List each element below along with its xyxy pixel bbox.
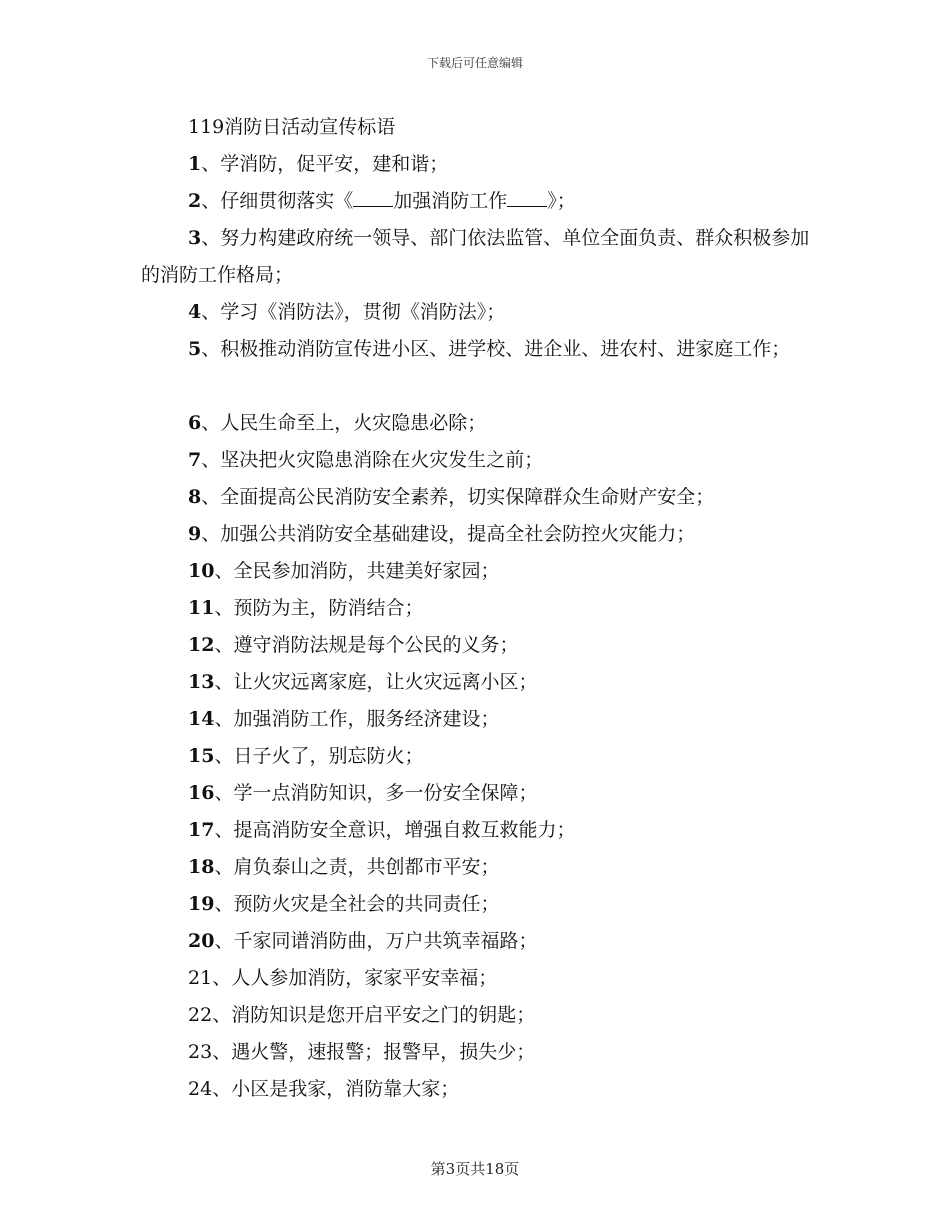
item-number: 14	[188, 708, 215, 730]
slogan-item-14	[141, 701, 821, 738]
item-number: 23	[188, 1041, 213, 1063]
slogan-item-18	[141, 849, 821, 886]
slogan-item-10	[141, 553, 821, 590]
item-number: 22	[188, 1004, 213, 1026]
slogan-item-13	[141, 664, 821, 701]
item-text: 、千家同谱消防曲，万户共筑幸福路；	[214, 930, 538, 952]
item-number: 20	[188, 930, 215, 952]
item-text: 、预防火灾是全社会的共同责任；	[214, 893, 500, 915]
item-text: 、坚决把火灾隐患消除在火灾发生之前；	[201, 449, 544, 471]
item-number: 9	[188, 523, 202, 545]
item-number: 4	[188, 301, 202, 323]
slogan-item-2	[141, 183, 821, 220]
item-number: 6	[188, 412, 202, 434]
item-text: 、积极推动消防宣传进小区、进学校、进企业、进农村、进家庭工作；	[201, 338, 791, 360]
slogan-item-6	[141, 405, 821, 442]
slogan-item-15	[141, 738, 821, 775]
document-title: 119消防日活动宣传标语	[188, 116, 396, 138]
slogan-item-4	[141, 294, 821, 331]
slogan-item-21	[141, 960, 821, 997]
slogan-item-16	[141, 775, 821, 812]
slogan-item-23	[141, 1034, 821, 1071]
slogan-item-19	[141, 886, 821, 923]
item-number: 1	[188, 153, 202, 175]
slogan-item-1	[141, 146, 821, 183]
item-text: 、全面提高公民消防安全素养，切实保障群众生命财产安全；	[201, 486, 715, 508]
item-text: 、人民生命至上，火灾隐患必除；	[201, 412, 487, 434]
item-text: 、全民参加消防，共建美好家园；	[214, 560, 500, 582]
item-number: 7	[188, 449, 202, 471]
item-number: 3	[188, 227, 202, 249]
slogan-item-12	[141, 627, 821, 664]
slogan-item-24	[141, 1071, 821, 1108]
page-indicator: 第3页共18页	[430, 1160, 520, 1178]
slogan-item-5	[141, 331, 821, 368]
item-text: 、预防为主，防消结合；	[214, 597, 424, 619]
item-number: 16	[188, 782, 215, 804]
item-text: 、人人参加消防，家家平安幸福；	[212, 967, 498, 989]
item-text: 、日子火了，别忘防火；	[214, 745, 424, 767]
item-number: 11	[188, 597, 215, 619]
item-text: 、小区是我家，消防靠大家；	[212, 1078, 460, 1100]
blank-line	[507, 188, 547, 207]
item-number: 2	[188, 190, 202, 212]
blank-line	[353, 188, 393, 207]
item-number: 8	[188, 486, 202, 508]
item-text-before: 、仔细贯彻落实《	[201, 190, 354, 212]
item-text: 、加强消防工作，服务经济建设；	[214, 708, 500, 730]
slogan-item-8	[141, 479, 821, 516]
item-number: 15	[188, 745, 215, 767]
item-text: 、提高消防安全意识，增强自救互救能力；	[214, 819, 576, 841]
slogan-item-22	[141, 997, 821, 1034]
item-number: 5	[188, 338, 202, 360]
item-number: 19	[188, 893, 215, 915]
item-number: 12	[188, 634, 215, 656]
item-number: 10	[188, 560, 215, 582]
item-text: 、努力构建政府统一领导、部门依法监管、单位全面负责、群众积极参加的消防工作格局；	[141, 227, 810, 286]
item-text: 、学消防，促平安，建和谐；	[201, 153, 449, 175]
item-text: 、消防知识是您开启平安之门的钥匙；	[212, 1004, 536, 1026]
item-number: 24	[188, 1078, 213, 1100]
slogan-item-3	[141, 220, 821, 294]
slogan-item-17	[141, 812, 821, 849]
item-number: 21	[188, 967, 213, 989]
slogan-item-11	[141, 590, 821, 627]
slogan-item-9	[141, 516, 821, 553]
slogan-item-7	[141, 442, 821, 479]
item-text: 、学一点消防知识，多一份安全保障；	[214, 782, 538, 804]
item-text: 、让火灾远离家庭，让火灾远离小区；	[214, 671, 538, 693]
item-text: 、学习《消防法》，贯彻《消防法》；	[201, 301, 506, 323]
item-text-after: 》；	[547, 190, 576, 212]
item-number: 17	[188, 819, 215, 841]
header-note: 下载后可任意编辑	[426, 56, 523, 70]
item-number: 18	[188, 856, 215, 878]
item-text-mid: 加强消防工作	[393, 190, 508, 212]
item-text: 、遇火警，速报警；报警早，损失少；	[212, 1041, 536, 1063]
item-number: 13	[188, 671, 215, 693]
item-text: 、肩负泰山之责，共创都市平安；	[214, 856, 500, 878]
slogan-item-20	[141, 923, 821, 960]
item-text: 、加强公共消防安全基础建设，提高全社会防控火灾能力；	[201, 523, 696, 545]
item-text: 、遵守消防法规是每个公民的义务；	[214, 634, 519, 656]
